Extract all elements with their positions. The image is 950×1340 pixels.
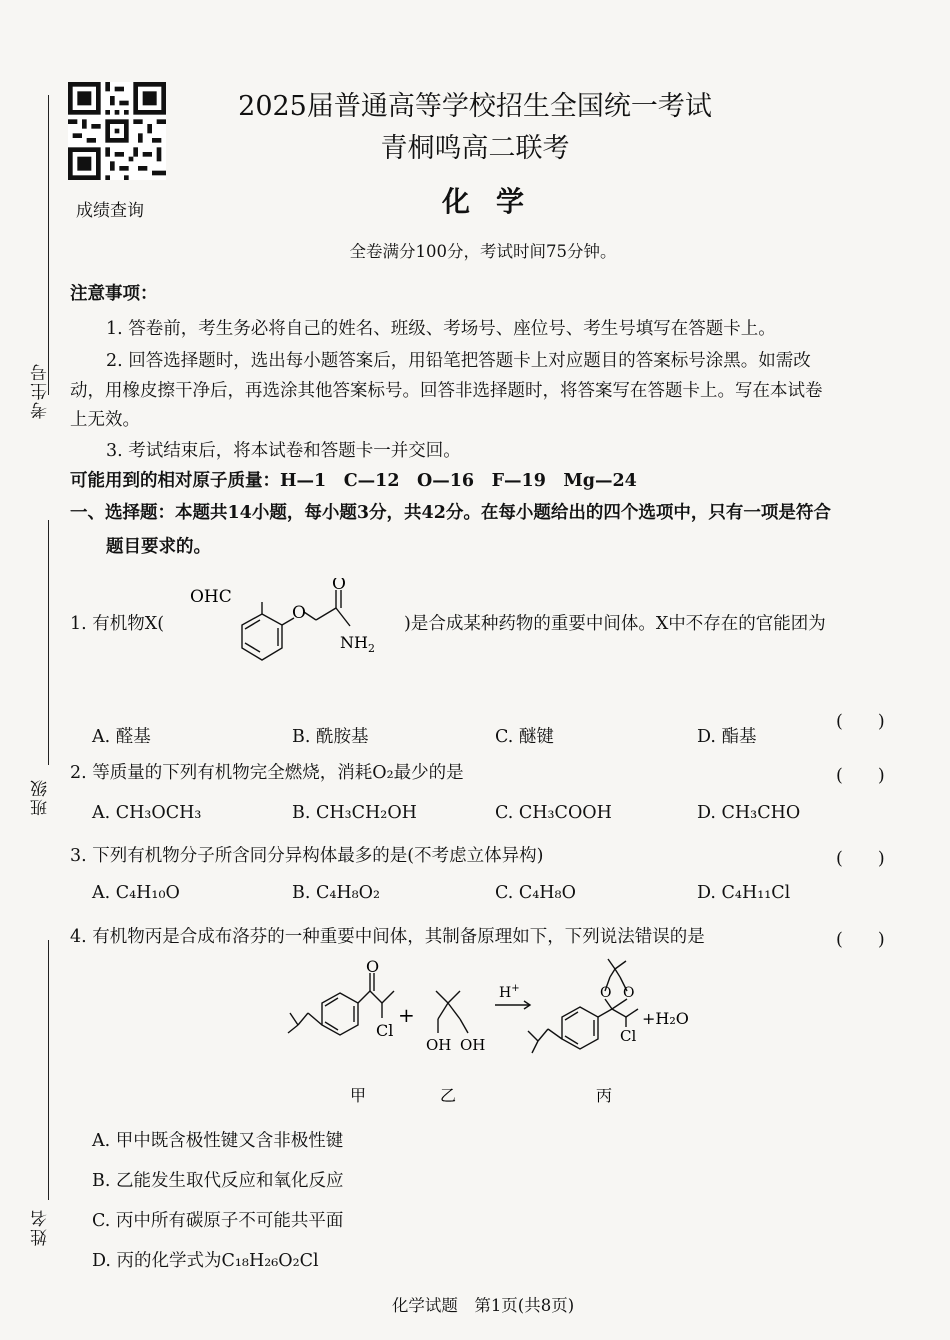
q1-option-d[interactable]: D. 酯基 [697, 727, 757, 747]
q2-stem: 2. 等质量的下列有机物完全燃烧，消耗O₂最少的是 [70, 763, 464, 783]
q1-option-c[interactable]: C. 醚键 [495, 727, 554, 747]
exam-title: 2025届普通高等学校招生全国统一考试 [238, 91, 712, 122]
q2-option-a[interactable]: A. CH₃OCH₃ [92, 803, 202, 823]
q1-nh2-label: $NH_2$ [340, 633, 375, 655]
q1-option-a[interactable]: A. 醛基 [92, 727, 151, 747]
q4-reaction-scheme [270, 955, 750, 1115]
q4-option-c[interactable]: C. 丙中所有碳原子不可能共平面 [92, 1211, 344, 1231]
margin-exam-id-label: 考生号 [31, 362, 51, 419]
q4-plus: + [398, 1003, 415, 1027]
q3-option-c[interactable]: C. C₄H₈O [495, 883, 576, 903]
q3-option-b[interactable]: B. C₄H₈O₂ [292, 883, 381, 903]
q3-option-a[interactable]: A. C₄H₁₀O [92, 883, 180, 903]
q4-label-bing: 丙 [596, 1086, 613, 1105]
q4-bing-o1: O [600, 985, 612, 1001]
q4-option-a[interactable]: A. 甲中既含极性键又含非极性键 [92, 1131, 344, 1151]
q3-answer-bracket[interactable]: ( ) [836, 849, 885, 869]
q4-jia-cl: Cl [376, 1021, 394, 1040]
section-heading-cont: 题目要求的。 [106, 537, 211, 557]
notice-item: 2. 回答选择题时，选出每小题答案后，用铅笔把答题卡上对应题目的答案标号涂黑。如需改 [106, 351, 811, 371]
q2-option-c[interactable]: C. CH₃COOH [495, 803, 612, 823]
section-heading: 一、选择题：本题共14小题，每小题3分，共42分。在每小题给出的四个选项中，只有一项是符合 [70, 503, 831, 523]
q1-answer-bracket[interactable]: ( ) [836, 712, 885, 732]
q2-option-b[interactable]: B. CH₃CH₂OH [292, 803, 417, 823]
q2-option-d[interactable]: D. CH₃CHO [697, 803, 801, 823]
atomic-masses: 可能用到的相对原子质量：H—1 C—12 O—16 F—19 Mg—24 [70, 471, 637, 491]
q2-answer-bracket[interactable]: ( ) [836, 766, 885, 786]
q3-option-d[interactable]: D. C₄H₁₁Cl [697, 883, 791, 903]
subject-title: 化学 [442, 185, 551, 218]
q4-yi-oh2: OH [460, 1036, 486, 1054]
q1-option-b[interactable]: B. 酰胺基 [292, 727, 369, 747]
margin-class-label: 班级 [31, 778, 51, 816]
qr-caption: 成绩查询 [76, 201, 144, 221]
q1-cho-label: OHC [190, 587, 232, 607]
margin-line [48, 520, 49, 765]
q4-water: +H₂O [642, 1009, 689, 1028]
q4-answer-bracket[interactable]: ( ) [836, 930, 885, 950]
q4-option-d[interactable]: D. 丙的化学式为C₁₈H₂₆O₂Cl [92, 1251, 319, 1271]
notice-item: 1. 答卷前，考生务必将自己的姓名、班级、考场号、座位号、考生号填写在答题卡上。 [106, 319, 776, 339]
q1-amide-o-label: O [332, 578, 346, 594]
exam-info: 全卷满分100分，考试时间75分钟。 [349, 242, 617, 261]
page-footer: 化学试题 第1页(共8页) [391, 1296, 575, 1315]
q1-ether-o-label: O [292, 603, 306, 623]
q4-stem: 4. 有机物丙是合成布洛芬的一种重要中间体，其制备原理如下，下列说法错误的是 [70, 927, 705, 947]
q1-structure [180, 578, 405, 688]
q4-label-jia: 甲 [350, 1086, 367, 1105]
notice-item: 3. 考试结束后，将本试卷和答题卡一并交回。 [106, 441, 461, 461]
q4-bing-cl: Cl [620, 1027, 637, 1045]
q4-yi-oh1: OH [426, 1036, 452, 1054]
margin-line [48, 940, 49, 1200]
notice-item: 上无效。 [70, 410, 140, 430]
q4-catalyst: H+ [499, 983, 520, 1001]
notice-item: 动，用橡皮擦干净后，再选涂其他答案标号。回答非选择题时，将答案写在答题卡上。写在本试卷 [70, 381, 823, 401]
q3-stem: 3. 下列有机物分子所含同分异构体最多的是(不考虑立体异构) [70, 846, 544, 866]
q4-label-yi: 乙 [440, 1086, 457, 1105]
margin-name-label: 姓名 [31, 1208, 51, 1246]
q4-option-b[interactable]: B. 乙能发生取代反应和氧化反应 [92, 1171, 344, 1191]
notice-heading: 注意事项： [70, 284, 158, 304]
q4-jia-o: O [366, 957, 380, 976]
q4-bing-o2: O [623, 985, 635, 1001]
exam-subtitle: 青桐鸣高二联考 [380, 133, 570, 164]
q1-stem-prefix: 1. 有机物X( [70, 614, 165, 634]
q1-stem-suffix: )是合成某种药物的重要中间体。X中不存在的官能团为 [404, 614, 826, 634]
